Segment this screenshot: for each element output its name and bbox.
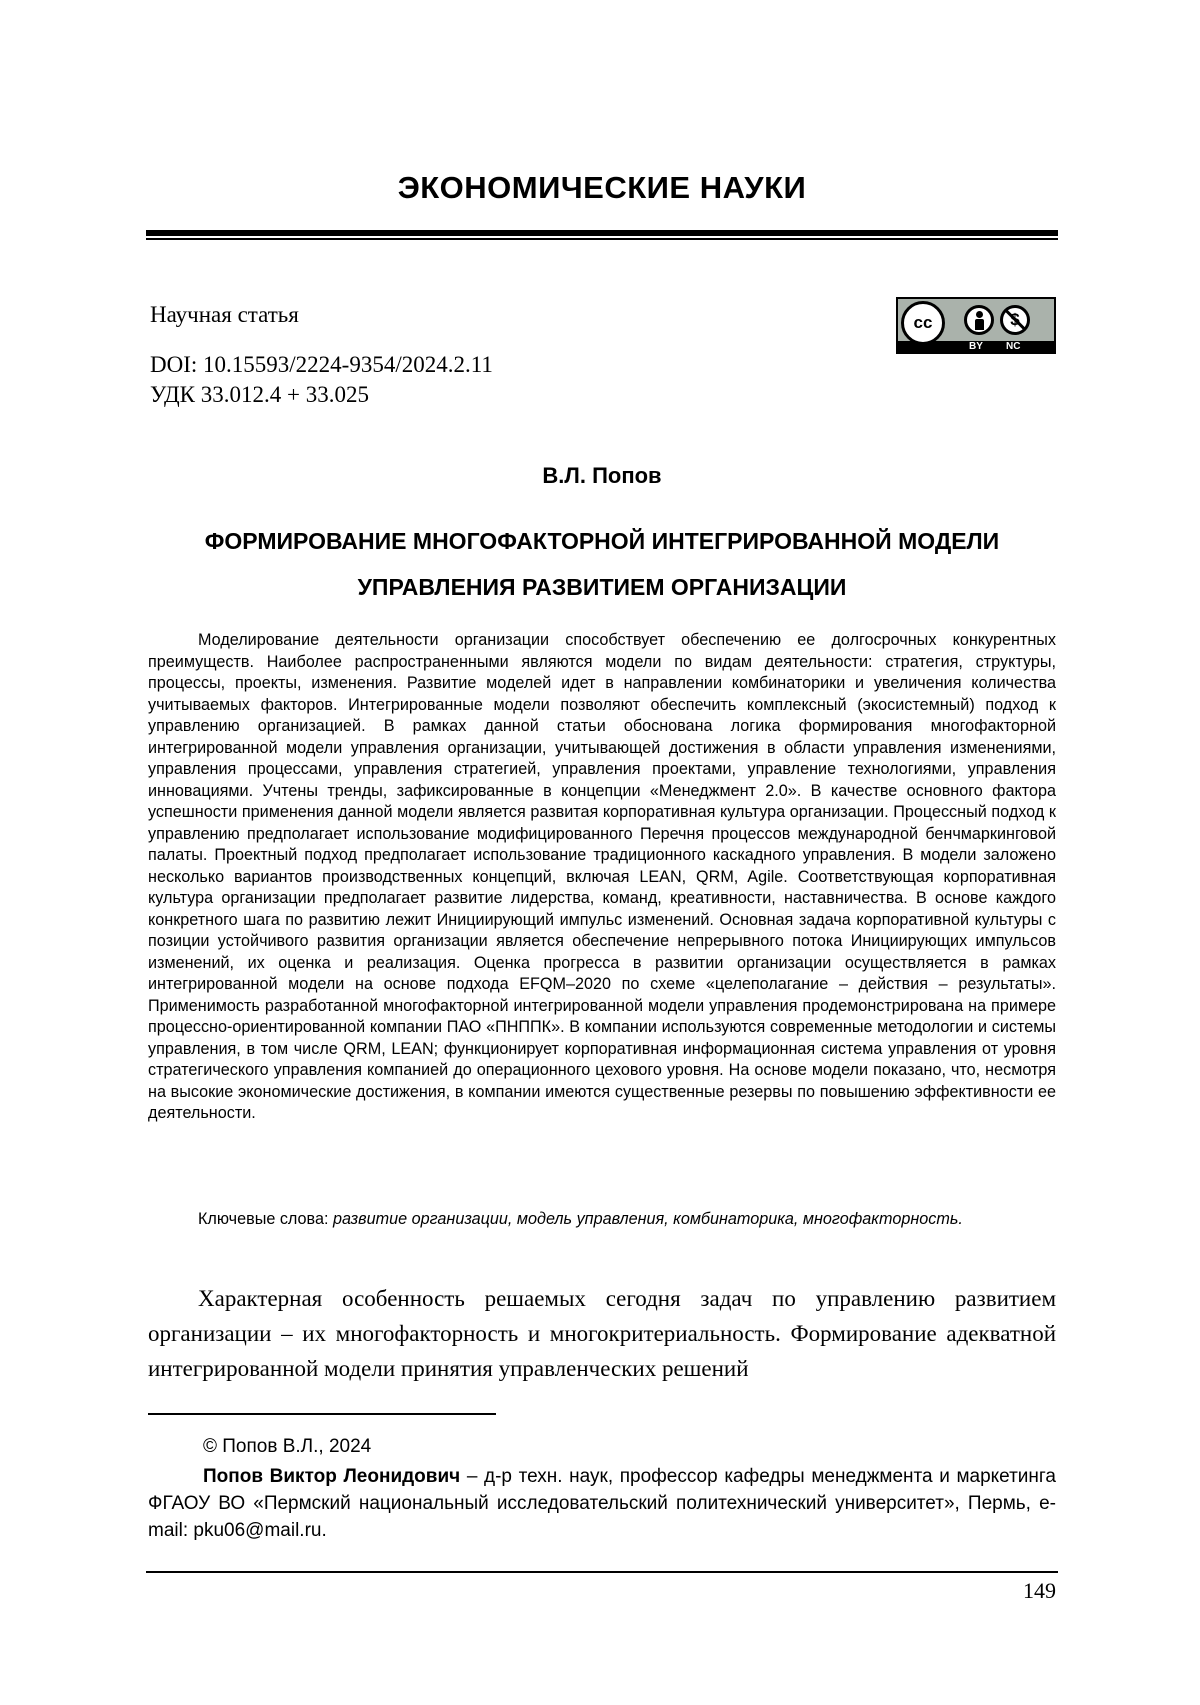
abstract: Моделирование деятельности организации способствует обеспечению ее долгосрочных конкурентных преимуществ. Наиболее распространенными являются модели по видам деятельности: стратегия, структуры, процессы, проекты, изменения. Развитие моделей идет в направлении комбинаторики и увеличения количества учитываемых факторов. Интегрированные модели позволяют обеспечить комплексный (экосистемный) подход к управлению организацией. В рамках данной статьи обоснована логика формирования многофакторной интегрированной модели управления организации, учитывающей достижения в области управления изменениями, управления процессами, управления стратегией, управления проектами, управление технологиями, управления инновациями. Учтены тренды, зафиксированные в концепции «Менеджмент 2.0». В качестве основного фактора успешности применения данной модели является развитая корпоративная культура организации. Процессный подход к управлению предполагает использование модифицированного Перечня процессов международной бенчмаркинговой палаты. Проектный подход предполагает использование традиционного каскадного управления. В модели заложено несколько вариантов производственных концепций, включая LEAN, QRM, Agile. Соответствующая корпоративная культура организации предполагает развитие лидерства, команд, креативности, наставничества. В основе каждого конкретного шага по развитию лежит Инициирующий импульс изменений. Основная задача корпоративной культуры с позиции устойчивого развития организации является обеспечение непрерывного потока Инициирующих импульсов изменений, их оценка и реализация. Оценка прогресса в развитии организации осуществляется в рамках интегрированной модели на основе подхода EFQM–2020 по схеме «целеполагание – действия – результаты». Применимость разработанной многофакторной интегрированной модели управления продемонстрирована на примере процессно-ориентированной компании ПАО «ПНППК». В компании используются современные методологии и системы управления, в том числе QRM, LEAN; функционирует корпоративная информационная система управления от уровня стратегического управления компанией до операционного цехового уровня. На основе модели показано, что, несмотря на высокие экономические достижения, в компании имеются существенные резервы по повышению эффективности ее деятельности. <box>148 630 1056 1125</box>
header-rule-thick <box>146 230 1058 236</box>
nc-label: NC <box>1006 341 1020 353</box>
footer-rule <box>146 1571 1058 1573</box>
header-rule-thin <box>146 238 1058 240</box>
cc-icon: cc <box>901 301 945 345</box>
keywords-value: развитие организации, модель управления, комбинаторика, многофакторность. <box>333 1210 963 1228</box>
footnote-author-info: – д-р техн. наук, профессор кафедры менеджмента и маркетинга ФГАОУ ВО «Пермский национальный исследовательский политехнический университет», Пермь, e-mail: pku06@mail.ru. <box>148 1466 1056 1541</box>
article-title: ФОРМИРОВАНИЕ МНОГОФАКТОРНОЙ ИНТЕГРИРОВАННОЙ МОДЕЛИ УПРАВЛЕНИЯ РАЗВИТИЕМ ОРГАНИЗАЦИИ <box>148 518 1056 610</box>
udk: УДК 33.012.4 + 33.025 <box>150 380 369 410</box>
article-type: Научная статья <box>150 300 299 330</box>
non-commercial-icon <box>1000 305 1030 335</box>
by-label: BY <box>969 341 983 353</box>
page-number: 149 <box>1023 1578 1056 1604</box>
doi: DOI: 10.15593/2224-9354/2024.2.11 <box>150 350 493 380</box>
body-paragraph: Характерная особенность решаемых сегодня задач по управлению развитием организации – их многофакторность и многокритериальность. Формирование адекватной интегрированной модели принятия управленческих решений <box>148 1281 1056 1386</box>
journal-page <box>148 0 1056 1705</box>
author-footnote <box>148 1463 1056 1544</box>
copyright-note: © Попов В.Л., 2024 <box>203 1434 371 1460</box>
keywords <box>148 1209 1056 1231</box>
author-name: В.Л. Попов <box>148 463 1056 489</box>
footnote-author-name: Попов Виктор Леонидович <box>203 1466 460 1487</box>
footnote-rule <box>148 1413 496 1415</box>
keywords-label: Ключевые слова: <box>198 1210 333 1228</box>
section-title: ЭКОНОМИЧЕСКИЕ НАУКИ <box>148 170 1056 206</box>
attribution-person-icon <box>964 305 994 335</box>
cc-by-nc-license-badge <box>896 297 1056 354</box>
